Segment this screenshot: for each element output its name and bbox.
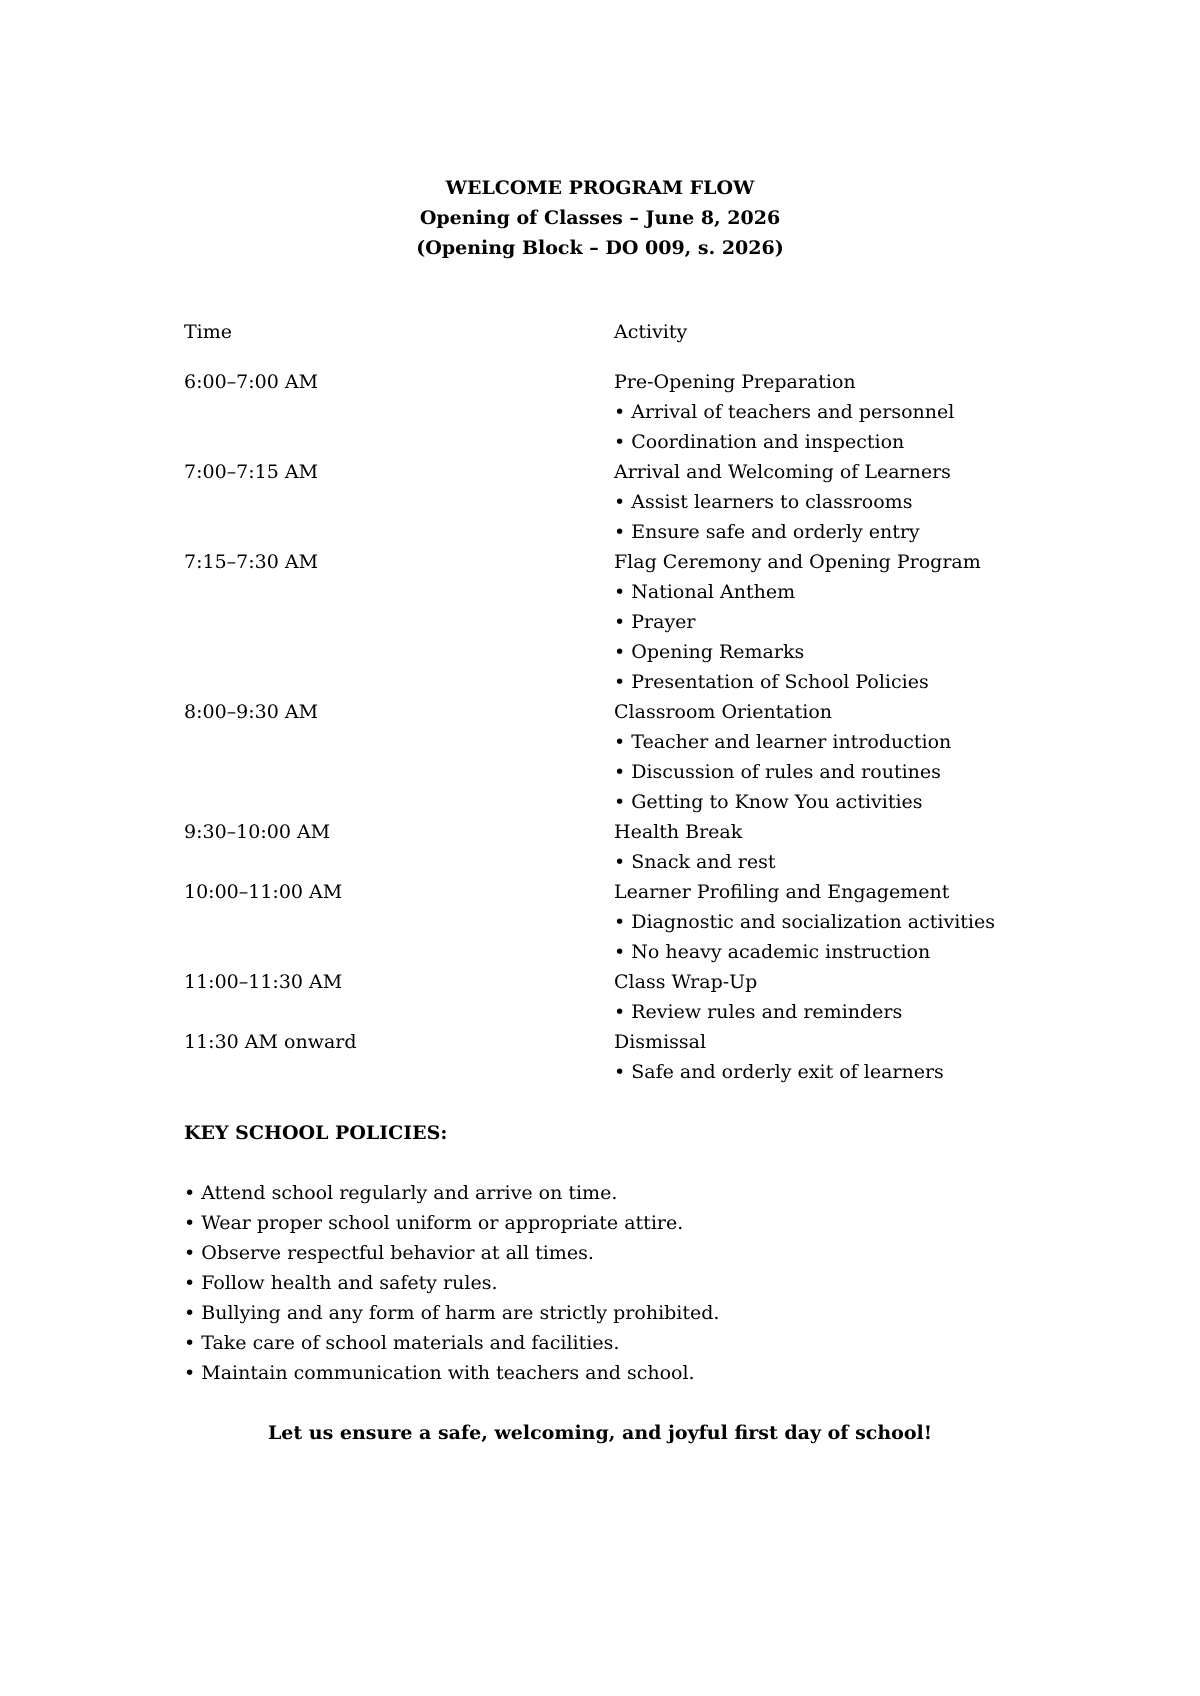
activity-detail: • No heavy academic instruction xyxy=(614,941,931,963)
policy-item: • Maintain communication with teachers and school. xyxy=(184,1362,695,1384)
activity-detail: • Discussion of rules and routines xyxy=(614,761,941,783)
schedule-row xyxy=(184,367,1084,457)
schedule-activity xyxy=(614,457,1084,547)
schedule-activity xyxy=(614,547,1084,697)
schedule-time: 6:00–7:00 AM xyxy=(184,371,319,393)
policy-item: • Attend school regularly and arrive on time. xyxy=(184,1182,618,1204)
schedule-row xyxy=(184,967,1084,1027)
schedule-row xyxy=(184,817,1084,877)
document-header xyxy=(0,173,1200,263)
policy-item: • Wear proper school uniform or appropriate attire. xyxy=(184,1212,684,1234)
activity-title: Classroom Orientation xyxy=(614,701,833,723)
schedule-row xyxy=(184,697,1084,817)
policy-item: • Bullying and any form of harm are strictly prohibited. xyxy=(184,1302,720,1324)
activity-detail: • Teacher and learner introduction xyxy=(614,731,952,753)
time-column-header: Time xyxy=(184,321,233,343)
activity-detail: • Diagnostic and socialization activities xyxy=(614,911,995,933)
activity-title: Pre-Opening Preparation xyxy=(614,371,856,393)
schedule-row xyxy=(184,547,1084,697)
schedule-activity xyxy=(614,817,1084,877)
activity-detail: • Assist learners to classrooms xyxy=(614,491,913,513)
schedule-time: 11:00–11:30 AM xyxy=(184,971,343,993)
activity-detail: • Safe and orderly exit of learners xyxy=(614,1061,944,1083)
activity-detail: • Getting to Know You activities xyxy=(614,791,923,813)
policy-item: • Take care of school materials and facilities. xyxy=(184,1332,620,1354)
activity-detail: • Arrival of teachers and personnel xyxy=(614,401,955,423)
document-title: WELCOME PROGRAM FLOW xyxy=(445,177,755,199)
activity-detail: • Presentation of School Policies xyxy=(614,671,929,693)
policies-title: KEY SCHOOL POLICIES: xyxy=(184,1122,448,1144)
closing-statement: Let us ensure a safe, welcoming, and joyful first day of school! xyxy=(267,1422,933,1444)
activity-detail: • Ensure safe and orderly entry xyxy=(614,521,920,543)
document-subtitle: Opening of Classes – June 8, 2026 xyxy=(419,207,781,229)
schedule-time: 10:00–11:00 AM xyxy=(184,881,343,903)
activity-title: Health Break xyxy=(614,821,743,843)
activity-detail: • Review rules and reminders xyxy=(614,1001,903,1023)
activity-column-header: Activity xyxy=(614,321,688,343)
policies-list xyxy=(184,1178,719,1388)
schedule-table xyxy=(184,367,1084,1087)
activity-detail: • Opening Remarks xyxy=(614,641,805,663)
schedule-activity xyxy=(614,367,1084,457)
policy-item: • Follow health and safety rules. xyxy=(184,1272,498,1294)
schedule-time: 7:00–7:15 AM xyxy=(184,461,319,483)
activity-title: Arrival and Welcoming of Learners xyxy=(614,461,951,483)
activity-detail: • Coordination and inspection xyxy=(614,431,905,453)
activity-detail: • National Anthem xyxy=(614,581,796,603)
schedule-activity xyxy=(614,877,1084,967)
schedule-activity xyxy=(614,697,1084,817)
schedule-time: 9:30–10:00 AM xyxy=(184,821,331,843)
schedule-activity xyxy=(614,967,1084,1027)
schedule-time: 8:00–9:30 AM xyxy=(184,701,319,723)
activity-title: Flag Ceremony and Opening Program xyxy=(614,551,981,573)
schedule-time: 7:15–7:30 AM xyxy=(184,551,319,573)
schedule-activity xyxy=(614,1027,1084,1087)
activity-title: Dismissal xyxy=(614,1031,707,1053)
schedule-row xyxy=(184,457,1084,547)
activity-title: Learner Profiling and Engagement xyxy=(614,881,950,903)
schedule-row xyxy=(184,1027,1084,1087)
schedule-time: 11:30 AM onward xyxy=(184,1031,357,1053)
document-reference: (Opening Block – DO 009, s. 2026) xyxy=(416,237,784,259)
policy-item: • Observe respectful behavior at all times. xyxy=(184,1242,594,1264)
activity-title: Class Wrap-Up xyxy=(614,971,758,993)
activity-detail: • Prayer xyxy=(614,611,696,633)
activity-detail: • Snack and rest xyxy=(614,851,776,873)
schedule-row xyxy=(184,877,1084,967)
